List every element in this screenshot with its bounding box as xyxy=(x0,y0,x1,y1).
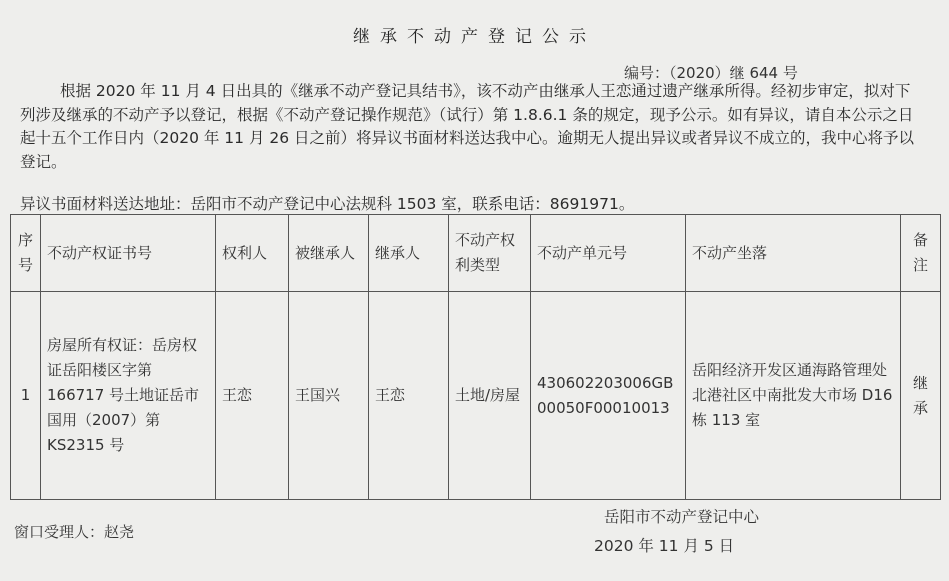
page-title: 继承不动产登记公示 xyxy=(353,27,596,47)
cell-decedent: 王国兴 xyxy=(289,292,369,500)
cell-location: 岳阳经济开发区通海路管理处北港社区中南批发大市场 D16 栋 113 室 xyxy=(686,292,901,500)
cell-right-type: 土地/房屋 xyxy=(449,292,531,500)
cell-cert-no: 房屋所有权证：岳房权证岳阳楼区字第 166717 号土地证岳市国用（2007）第 KS2315 号 xyxy=(41,292,216,500)
cell-heir: 王恋 xyxy=(369,292,449,500)
objection-address: 异议书面材料送达地址：岳阳市不动产登记中心法规科 1503 室，联系电话：8691971。 xyxy=(20,195,635,213)
header-unit-no: 不动产单元号 xyxy=(531,215,686,292)
header-right-type: 不动产权利类型 xyxy=(449,215,531,292)
header-heir: 继承人 xyxy=(369,215,449,292)
notice-paragraph: 根据 2020 年 11 月 4 日出具的《继承不动产登记具结书》，该不动产由继承人王恋通过遗产继承所得。经初步审定，拟对下列涉及继承的不动产予以登记，根据《不动产登记操作规范》（试行）第 1.8.6.1 条的规定，现予公示。如有异议，请自本公示之日起十五个工作日内（2020 年 11 月 26 日之前）将异议书面材料送达我中心。逾期无人提出异议或者异议不成立的，我中心将予以登记。 xyxy=(20,82,915,171)
window-staff: 窗口受理人：赵尧 xyxy=(14,523,135,541)
header-location: 不动产坐落 xyxy=(686,215,901,292)
document-number: 编号：（2020）继 644 号 xyxy=(624,64,798,82)
header-holder: 权利人 xyxy=(216,215,289,292)
cell-holder: 王恋 xyxy=(216,292,289,500)
header-cert-no: 不动产权证书号 xyxy=(41,215,216,292)
table-row xyxy=(11,292,941,500)
header-seq: 序号 xyxy=(11,215,41,292)
cell-seq: 1 xyxy=(11,292,41,500)
signing-organization: 岳阳市不动产登记中心 xyxy=(604,508,760,526)
notice-body xyxy=(20,80,920,174)
header-remark: 备注 xyxy=(901,215,941,292)
signing-date: 2020 年 11 月 5 日 xyxy=(594,537,735,555)
header-decedent: 被继承人 xyxy=(289,215,369,292)
table-header-row xyxy=(11,215,941,292)
cell-remark: 继承 xyxy=(901,292,941,500)
property-table xyxy=(10,214,941,500)
cell-unit-no: 430602203006GB00050F00010013 xyxy=(531,292,686,500)
